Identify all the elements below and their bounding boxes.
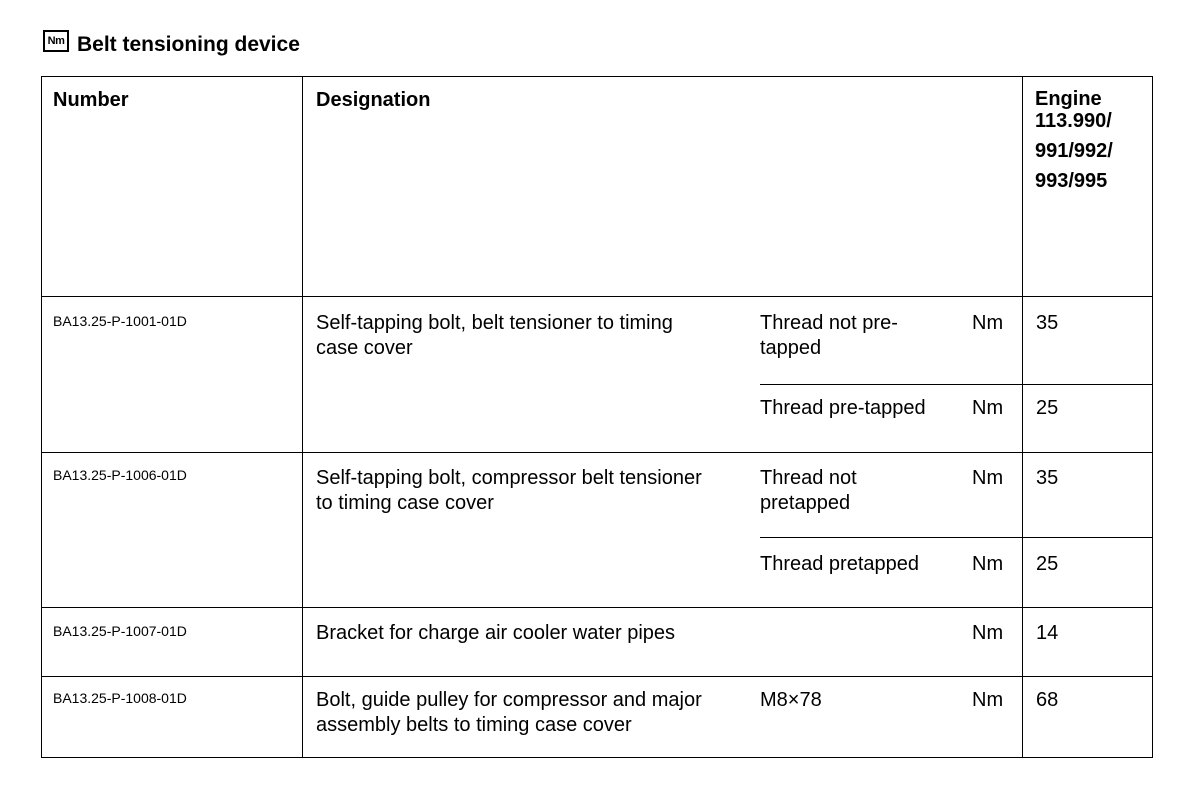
torque-table xyxy=(41,76,1153,758)
section-title-text: Belt tensioning device xyxy=(77,33,300,56)
row-divider-1 xyxy=(42,452,1152,453)
row-condition: Thread pre-tapped xyxy=(760,397,926,419)
header-engine: Engine 113.990/ 991/992/ 993/995 xyxy=(1035,88,1113,192)
row-condition: Thread not pretapped xyxy=(760,467,857,514)
col-divider-number xyxy=(302,77,303,757)
row-value: 68 xyxy=(1036,689,1059,711)
torque-nm-icon: Nm xyxy=(43,30,69,52)
row-condition: M8×78 xyxy=(760,689,822,711)
row-condition: Thread pretapped xyxy=(760,553,920,575)
subrow-divider-1 xyxy=(760,384,1152,385)
row-unit: Nm xyxy=(972,467,1004,489)
row-designation: Self-tapping bolt, belt tensioner to timing case cover xyxy=(316,312,673,359)
row-designation: Bolt, guide pulley for compressor and major assembly belts to timing case cover xyxy=(316,689,702,736)
row-unit: Nm xyxy=(972,689,1004,711)
row-value: 25 xyxy=(1036,397,1059,419)
row-divider-2 xyxy=(42,607,1152,608)
row-value: 35 xyxy=(1036,312,1059,334)
row-unit: Nm xyxy=(972,312,1004,334)
row-value: 25 xyxy=(1036,553,1059,575)
subrow-divider-2 xyxy=(760,537,1152,538)
row-number: BA13.25-P-1006-01D xyxy=(53,467,187,483)
row-unit: Nm xyxy=(972,553,1004,575)
row-value: 14 xyxy=(1036,622,1059,644)
row-designation: Self-tapping bolt, compressor belt tensioner to timing case cover xyxy=(316,467,702,514)
row-unit: Nm xyxy=(972,622,1004,644)
section-title xyxy=(43,30,300,60)
row-number: BA13.25-P-1001-01D xyxy=(53,313,187,329)
row-number: BA13.25-P-1008-01D xyxy=(53,690,187,706)
row-condition: Thread not pre- tapped xyxy=(760,312,898,359)
header-number: Number xyxy=(53,89,129,111)
row-number: BA13.25-P-1007-01D xyxy=(53,623,187,639)
header-designation: Designation xyxy=(316,89,431,111)
col-divider-engine xyxy=(1022,77,1023,757)
row-divider-3 xyxy=(42,676,1152,677)
row-designation: Bracket for charge air cooler water pipes xyxy=(316,622,676,644)
row-divider-header xyxy=(42,296,1152,297)
row-unit: Nm xyxy=(972,397,1004,419)
row-value: 35 xyxy=(1036,467,1059,489)
